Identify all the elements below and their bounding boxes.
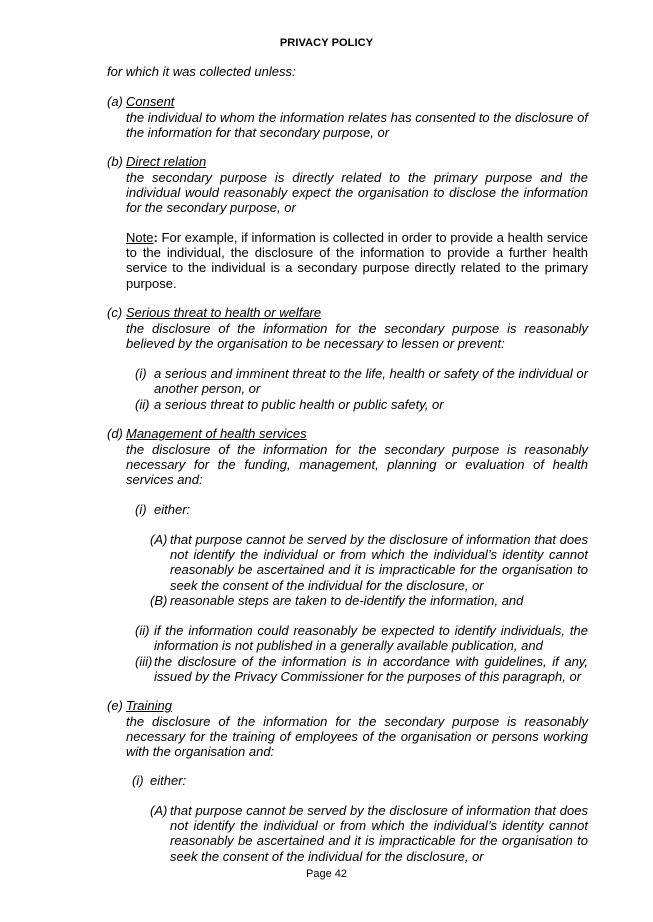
item-d-iii-label: (iii) [135, 654, 153, 669]
item-d-ii-label: (ii) [135, 623, 150, 638]
item-c-i-text: a serious and imminent threat to the life, health or safety of the individual or another person, or [154, 366, 588, 397]
note-colon: : [153, 230, 158, 245]
item-a-label: (a) [107, 94, 123, 109]
item-e-i-label: (i) [132, 773, 144, 788]
item-b-body: the secondary purpose is directly related to the primary purpose and the individual would reasonably expect the organisation to disclose the information for the secondary purpose, or [126, 170, 588, 216]
item-b-note [126, 230, 588, 291]
item-a-heading: Consent [126, 94, 175, 109]
item-e-i-text: either: [150, 773, 187, 788]
item-d-B-text: reasonable steps are taken to de-identify the information, and [170, 593, 524, 608]
note-label: Note [126, 230, 154, 245]
item-c-body: the disclosure of the information for the secondary purpose is reasonably believed by the organisation to be necessary to lessen or prevent: [126, 321, 588, 352]
note-text: For example, if information is collected in order to provide a health service to the individual, the disclosure of the information to provide a further health service to the individual is a secondary purpose directly related to the primary purpose. [126, 230, 588, 291]
item-d-i-label: (i) [135, 502, 147, 517]
intro-text: for which it was collected unless: [107, 64, 296, 79]
item-b-label: (b) [107, 154, 123, 169]
page-number: Page 42 [306, 868, 347, 880]
item-c-ii-text: a serious threat to public health or public safety, or [154, 397, 444, 412]
item-e-heading: Training [126, 698, 173, 713]
item-d-A-text: that purpose cannot be served by the disclosure of information that does not identify the individual or from which the individual’s identity cannot reasonably be ascertained and it is impracticable for the organisation to seek the consent of the individual for the disclosure, or [170, 532, 588, 593]
item-d-iii-text: the disclosure of the information is in accordance with guidelines, if any, issued by the Privacy Commissioner for the purposes of this paragraph, or [154, 654, 588, 685]
item-b-heading: Direct relation [126, 154, 207, 169]
page-header: PRIVACY POLICY [279, 37, 374, 49]
item-e-body: the disclosure of the information for the secondary purpose is reasonably necessary for the training of employees of the organisation or persons working with the organisation and: [126, 714, 588, 760]
item-d-ii-text: if the information could reasonably be expected to identify individuals, the information is not published in a generally available publication, and [154, 623, 588, 654]
item-c-ii-label: (ii) [135, 397, 150, 412]
item-d-A-label: (A) [150, 532, 168, 547]
item-a-body: the individual to whom the information relates has consented to the disclosure of the information for that secondary purpose, or [126, 110, 588, 141]
item-c-heading: Serious threat to health or welfare [126, 305, 322, 320]
item-c-i-label: (i) [135, 366, 147, 381]
item-d-label: (d) [107, 426, 123, 441]
item-e-A-text: that purpose cannot be served by the disclosure of information that does not identify the individual or from which the individual’s identity cannot reasonably be ascertained and it is impracticable for the organisation to seek the consent of the individual for the disclosure, or [170, 803, 588, 864]
item-e-A-label: (A) [150, 803, 168, 818]
item-d-i-text: either: [154, 502, 191, 517]
item-d-body: the disclosure of the information for the secondary purpose is reasonably necessary for the funding, management, planning or evaluation of health services and: [126, 442, 588, 488]
item-e-label: (e) [107, 698, 123, 713]
item-d-heading: Management of health services [126, 426, 307, 441]
item-d-B-label: (B) [150, 593, 168, 608]
item-c-label: (c) [107, 305, 123, 320]
